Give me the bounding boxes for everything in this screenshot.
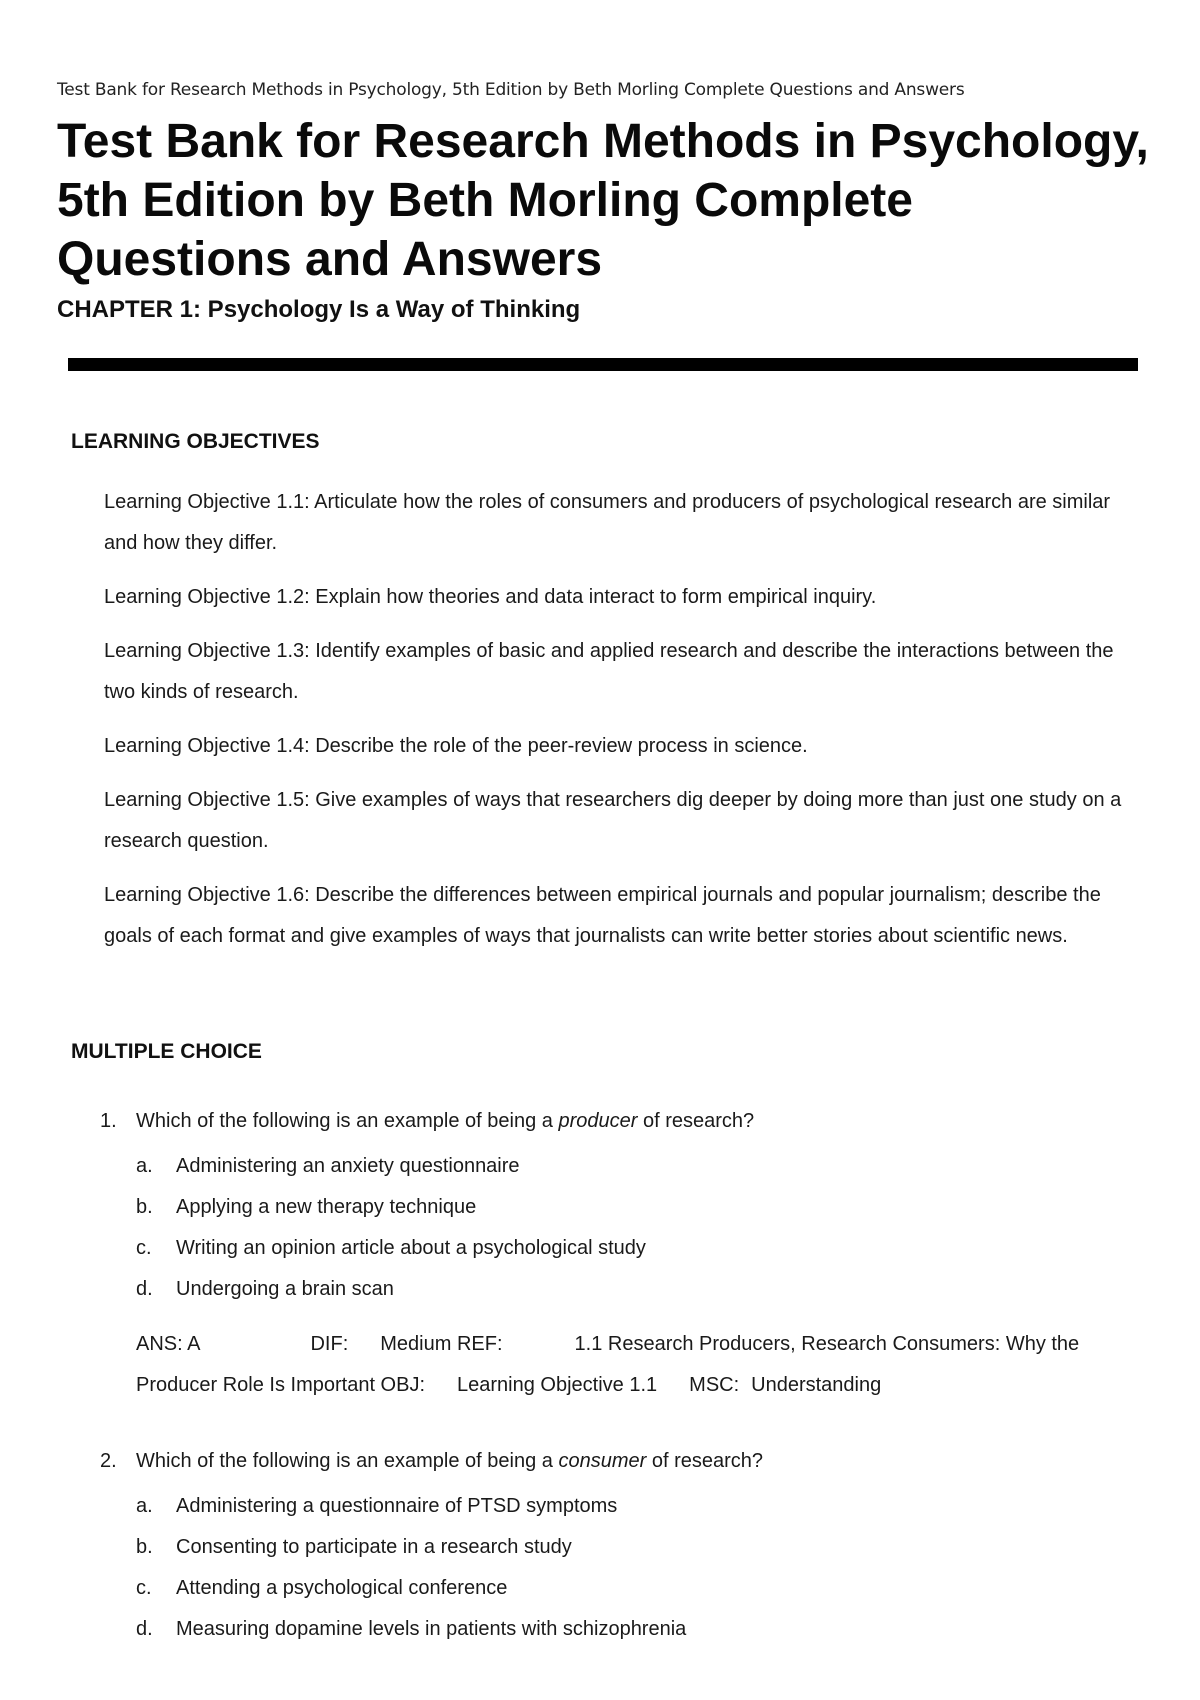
question-2	[100, 1446, 1160, 1650]
learning-objectives-heading: LEARNING OBJECTIVES	[71, 430, 320, 453]
msc-value: Understanding	[751, 1374, 882, 1396]
answer-option	[136, 1568, 1160, 1609]
answer-option	[136, 1146, 1160, 1187]
answer-option	[136, 1269, 1160, 1310]
multiple-choice-heading: MULTIPLE CHOICE	[71, 1040, 262, 1063]
option-letter: b.	[136, 1196, 153, 1218]
question-emphasis: producer	[558, 1110, 638, 1132]
answer-key: ANS: A	[136, 1333, 201, 1355]
learning-objective-item: Learning Objective 1.2: Explain how theories and data interact to form empirical inquiry.	[104, 586, 877, 608]
answer-metadata	[136, 1324, 1136, 1406]
question-text: Which of the following is an example of being a	[136, 1110, 559, 1132]
option-text: Attending a psychological conference	[176, 1577, 508, 1599]
learning-objective-item: Learning Objective 1.4: Describe the role of the peer-review process in science.	[104, 735, 808, 757]
answer-option	[136, 1527, 1160, 1568]
question-1	[100, 1106, 1160, 1406]
learning-objective-item: Learning Objective 1.1: Articulate how the roles of consumers and producers of psychological research are similar and how they differ.	[104, 491, 1111, 554]
answer-options	[100, 1146, 1160, 1310]
learning-objective-item: Learning Objective 1.5: Give examples of ways that researchers dig deeper by doing more than just one study on a research question.	[104, 789, 1122, 852]
option-text: Administering an anxiety questionnaire	[176, 1155, 520, 1177]
answer-options	[100, 1486, 1160, 1650]
option-text: Consenting to participate in a research study	[176, 1536, 572, 1558]
objective-value: Learning Objective 1.1	[457, 1374, 658, 1396]
option-letter: a.	[136, 1495, 153, 1517]
running-header: Test Bank for Research Methods in Psychology, 5th Edition by Beth Morling Complete Questions and Answers	[57, 80, 965, 100]
question-stem	[100, 1106, 1160, 1136]
option-text: Applying a new therapy technique	[176, 1196, 477, 1218]
question-text-end: of research?	[646, 1450, 764, 1472]
chapter-title: CHAPTER 1: Psychology Is a Way of Thinking	[57, 296, 581, 323]
difficulty-label: DIF:	[310, 1333, 349, 1355]
option-text: Administering a questionnaire of PTSD symptoms	[176, 1495, 618, 1517]
answer-option	[136, 1486, 1160, 1527]
question-text: Which of the following is an example of being a	[136, 1450, 559, 1472]
msc-label: MSC:	[689, 1374, 740, 1396]
difficulty-value: Medium REF:	[380, 1333, 503, 1355]
question-number: 1.	[100, 1110, 117, 1132]
option-letter: c.	[136, 1577, 152, 1599]
option-letter: c.	[136, 1237, 152, 1259]
document-title: Test Bank for Research Methods in Psychology, 5th Edition by Beth Morling Complete Questions and Answers	[57, 115, 1149, 286]
question-emphasis: consumer	[558, 1450, 647, 1472]
option-text: Writing an opinion article about a psychological study	[176, 1237, 646, 1259]
option-letter: b.	[136, 1536, 153, 1558]
question-text-end: of research?	[637, 1110, 755, 1132]
answer-option	[136, 1187, 1160, 1228]
answer-option	[136, 1609, 1160, 1650]
question-number: 2.	[100, 1450, 117, 1472]
learning-objective-item: Learning Objective 1.3: Identify examples of basic and applied research and describe the interactions between the two kinds of research.	[104, 640, 1114, 703]
option-text: Measuring dopamine levels in patients with schizophrenia	[176, 1618, 687, 1640]
option-letter: d.	[136, 1278, 153, 1300]
reference-value: 1.1 Research Producers, Research Consumers: Why the Producer Role Is Important OBJ:	[136, 1333, 1080, 1396]
learning-objective-item: Learning Objective 1.6: Describe the differences between empirical journals and popular journalism; describe the goals of each format and give examples of ways that journalists can write better stories about scientific news.	[104, 884, 1101, 947]
question-stem	[100, 1446, 1160, 1476]
answer-option	[136, 1228, 1160, 1269]
title-divider	[68, 358, 1138, 371]
learning-objectives-list	[104, 482, 1144, 970]
option-letter: a.	[136, 1155, 153, 1177]
option-text: Undergoing a brain scan	[176, 1278, 394, 1300]
option-letter: d.	[136, 1618, 153, 1640]
